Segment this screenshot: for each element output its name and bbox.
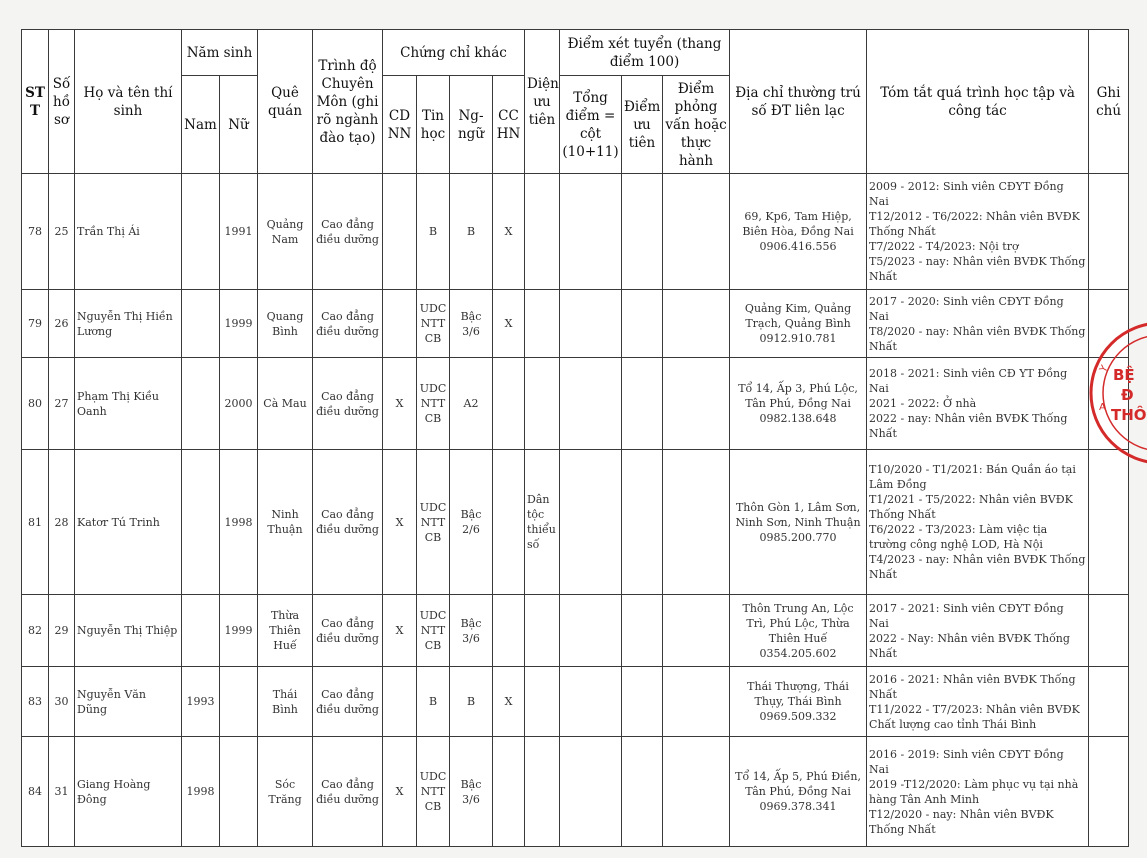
cell-tin-hoc: UDC NTT CB bbox=[417, 358, 450, 450]
cell-nam bbox=[182, 174, 220, 290]
cell-name: Nguyễn Thị Thiệp bbox=[75, 595, 182, 667]
cell-ngoai-ngu: A2 bbox=[450, 358, 493, 450]
cell-nam: 1998 bbox=[182, 737, 220, 847]
cell-name: Nguyễn Văn Dũng bbox=[75, 667, 182, 737]
cell-tong-diem bbox=[560, 358, 622, 450]
cell-ghi-chu bbox=[1089, 450, 1129, 595]
cell-nam bbox=[182, 450, 220, 595]
cell-cdnn bbox=[383, 667, 417, 737]
cell-dien-uu-tien: Dân tộc thiểu số bbox=[525, 450, 560, 595]
cell-trinh-do: Cao đẳng điều dưỡng bbox=[313, 595, 383, 667]
header-diem-xet-tuyen: Điểm xét tuyển (thang điểm 100) bbox=[560, 30, 730, 76]
cell-diem-phong-van bbox=[663, 358, 730, 450]
cell-cchn: X bbox=[493, 290, 525, 358]
cell-stt: 79 bbox=[22, 290, 49, 358]
cell-diem-phong-van bbox=[663, 595, 730, 667]
cell-trinh-do: Cao đẳng điều dưỡng bbox=[313, 667, 383, 737]
cell-cchn: X bbox=[493, 174, 525, 290]
cell-nu: 1998 bbox=[220, 450, 258, 595]
cell-diem-uu-tien bbox=[622, 290, 663, 358]
header-diem-uu-tien: Điểm ưu tiên bbox=[622, 76, 663, 174]
cell-name: Trần Thị Ái bbox=[75, 174, 182, 290]
table-row bbox=[22, 290, 1129, 358]
header-que-quan: Quê quán bbox=[258, 30, 313, 174]
cell-diem-phong-van bbox=[663, 450, 730, 595]
cell-ghi-chu bbox=[1089, 595, 1129, 667]
cell-so-ho-so: 30 bbox=[49, 667, 75, 737]
header-nu: Nữ bbox=[220, 76, 258, 174]
cell-trinh-do: Cao đẳng điều dưỡng bbox=[313, 450, 383, 595]
cell-so-ho-so: 27 bbox=[49, 358, 75, 450]
cell-que-quan: Thừa Thiên Huế bbox=[258, 595, 313, 667]
cell-tong-diem bbox=[560, 290, 622, 358]
cell-dien-uu-tien bbox=[525, 290, 560, 358]
cell-dia-chi: Thái Thượng, Thái Thụy, Thái Bình 0969.509.332 bbox=[730, 667, 867, 737]
svg-text:THÔ: THÔ bbox=[1111, 406, 1147, 424]
header-stt: ST T bbox=[22, 30, 49, 174]
header-diem-phong-van: Điểm phỏng vấn hoặc thực hành bbox=[663, 76, 730, 174]
cell-ngoai-ngu: B bbox=[450, 667, 493, 737]
cell-trinh-do: Cao đẳng điều dưỡng bbox=[313, 174, 383, 290]
cell-tin-hoc: UDC NTT CB bbox=[417, 595, 450, 667]
cell-so-ho-so: 29 bbox=[49, 595, 75, 667]
table-row bbox=[22, 667, 1129, 737]
cell-nam bbox=[182, 290, 220, 358]
cell-cchn bbox=[493, 450, 525, 595]
cell-dia-chi: Thôn Gòn 1, Lâm Sơn, Ninh Sơn, Ninh Thuận 0985.200.770 bbox=[730, 450, 867, 595]
cell-ghi-chu bbox=[1089, 174, 1129, 290]
cell-trinh-do: Cao đẳng điều dưỡng bbox=[313, 358, 383, 450]
header-so-ho-so: Số hồ sơ bbox=[49, 30, 75, 174]
cell-que-quan: Quang Bình bbox=[258, 290, 313, 358]
header-cchn: CC HN bbox=[493, 76, 525, 174]
cell-que-quan: Ninh Thuận bbox=[258, 450, 313, 595]
cell-tom-tat: 2017 - 2020: Sinh viên CĐYT Đồng Nai T8/2020 - nay: Nhân viên BVĐK Thống Nhất bbox=[867, 290, 1089, 358]
cell-stt: 80 bbox=[22, 358, 49, 450]
cell-nu: 1999 bbox=[220, 595, 258, 667]
table-row bbox=[22, 174, 1129, 290]
cell-diem-uu-tien bbox=[622, 737, 663, 847]
header-tin-hoc: Tin học bbox=[417, 76, 450, 174]
cell-dien-uu-tien bbox=[525, 667, 560, 737]
cell-diem-phong-van bbox=[663, 737, 730, 847]
header-tong-diem: Tổng điểm = cột (10+11) bbox=[560, 76, 622, 174]
cell-dia-chi: Quảng Kim, Quảng Trạch, Quảng Bình 0912.910.781 bbox=[730, 290, 867, 358]
cell-ngoai-ngu: Bậc 3/6 bbox=[450, 290, 493, 358]
header-ho-ten: Họ và tên thí sinh bbox=[75, 30, 182, 174]
hospital-seal-stamp bbox=[1085, 318, 1147, 468]
header-chung-chi-khac: Chứng chỉ khác bbox=[383, 30, 525, 76]
cell-cdnn: X bbox=[383, 358, 417, 450]
cell-nu bbox=[220, 667, 258, 737]
cell-trinh-do: Cao đẳng điều dưỡng bbox=[313, 290, 383, 358]
cell-cdnn: X bbox=[383, 595, 417, 667]
cell-que-quan: Quảng Nam bbox=[258, 174, 313, 290]
svg-text:A: A bbox=[1099, 402, 1106, 413]
cell-ghi-chu bbox=[1089, 667, 1129, 737]
cell-so-ho-so: 31 bbox=[49, 737, 75, 847]
header-dia-chi: Địa chỉ thường trú số ĐT liên lạc bbox=[730, 30, 867, 174]
cell-dien-uu-tien bbox=[525, 737, 560, 847]
table-row bbox=[22, 737, 1129, 847]
svg-text:Y: Y bbox=[1098, 363, 1111, 375]
cell-dien-uu-tien bbox=[525, 595, 560, 667]
cell-tin-hoc: B bbox=[417, 174, 450, 290]
cell-tom-tat: 2016 - 2019: Sinh viên CĐYT Đồng Nai 2019 -T12/2020: Làm phục vụ tại nhà hàng Tân Anh Minh T12/2020 - nay: Nhân viên BVĐK Thống Nhất bbox=[867, 737, 1089, 847]
cell-tom-tat: 2017 - 2021: Sinh viên CĐYT Đồng Nai 2022 - Nay: Nhân viên BVĐK Thống Nhất bbox=[867, 595, 1089, 667]
cell-diem-phong-van bbox=[663, 174, 730, 290]
cell-ngoai-ngu: Bậc 3/6 bbox=[450, 595, 493, 667]
cell-que-quan: Sóc Trăng bbox=[258, 737, 313, 847]
cell-diem-phong-van bbox=[663, 290, 730, 358]
cell-cdnn bbox=[383, 174, 417, 290]
cell-ngoai-ngu: Bậc 2/6 bbox=[450, 450, 493, 595]
table-row bbox=[22, 450, 1129, 595]
cell-tin-hoc: UDC NTT CB bbox=[417, 290, 450, 358]
cell-cdnn: X bbox=[383, 450, 417, 595]
cell-so-ho-so: 25 bbox=[49, 174, 75, 290]
cell-so-ho-so: 26 bbox=[49, 290, 75, 358]
cell-tong-diem bbox=[560, 595, 622, 667]
header-ngoai-ngu: Ng- ngữ bbox=[450, 76, 493, 174]
cell-cchn: X bbox=[493, 667, 525, 737]
cell-so-ho-so: 28 bbox=[49, 450, 75, 595]
cell-name: Katơr Tú Trinh bbox=[75, 450, 182, 595]
cell-ghi-chu bbox=[1089, 737, 1129, 847]
cell-diem-uu-tien bbox=[622, 667, 663, 737]
cell-que-quan: Cà Mau bbox=[258, 358, 313, 450]
cell-diem-uu-tien bbox=[622, 358, 663, 450]
cell-stt: 78 bbox=[22, 174, 49, 290]
cell-nu bbox=[220, 737, 258, 847]
cell-name: Phạm Thị Kiều Oanh bbox=[75, 358, 182, 450]
cell-tong-diem bbox=[560, 174, 622, 290]
header-dien-uu-tien: Diện ưu tiên bbox=[525, 30, 560, 174]
table-row bbox=[22, 595, 1129, 667]
cell-tom-tat: T10/2020 - T1/2021: Bán Quần áo tại Lâm Đồng T1/2021 - T5/2022: Nhân viên BVĐK Thống Nhất T6/2022 - T3/2023: Làm việc tịa trường công nghệ LOD, Hà Nội T4/2023 - nay: Nhân viên BVĐK Thống Nhất bbox=[867, 450, 1089, 595]
cell-cdnn bbox=[383, 290, 417, 358]
cell-stt: 82 bbox=[22, 595, 49, 667]
cell-trinh-do: Cao đẳng điều dưỡng bbox=[313, 737, 383, 847]
cell-tom-tat: 2018 - 2021: Sinh viên CĐ YT Đồng Nai 2021 - 2022: Ở nhà 2022 - nay: Nhân viên BVĐK Thống Nhất bbox=[867, 358, 1089, 450]
cell-diem-uu-tien bbox=[622, 595, 663, 667]
cell-nu: 2000 bbox=[220, 358, 258, 450]
cell-nam bbox=[182, 358, 220, 450]
cell-diem-phong-van bbox=[663, 667, 730, 737]
cell-stt: 81 bbox=[22, 450, 49, 595]
cell-name: Nguyễn Thị Hiền Lương bbox=[75, 290, 182, 358]
cell-nu: 1999 bbox=[220, 290, 258, 358]
cell-ngoai-ngu: Bậc 3/6 bbox=[450, 737, 493, 847]
cell-tong-diem bbox=[560, 667, 622, 737]
cell-stt: 84 bbox=[22, 737, 49, 847]
cell-dia-chi: Tổ 14, Ấp 3, Phú Lộc, Tân Phú, Đồng Nai 0982.138.648 bbox=[730, 358, 867, 450]
header-tom-tat: Tóm tắt quá trình học tập và công tác bbox=[867, 30, 1089, 174]
cell-cdnn: X bbox=[383, 737, 417, 847]
cell-tom-tat: 2016 - 2021: Nhân viên BVĐK Thống Nhất T11/2022 - T7/2023: Nhân viên BVĐK Chất lượng cao tỉnh Thái Bình bbox=[867, 667, 1089, 737]
header-nam-sinh: Năm sinh bbox=[182, 30, 258, 76]
cell-dia-chi: Tổ 14, Ấp 5, Phú Điền, Tân Phú, Đồng Nai 0969.378.341 bbox=[730, 737, 867, 847]
cell-nu: 1991 bbox=[220, 174, 258, 290]
cell-stt: 83 bbox=[22, 667, 49, 737]
cell-name: Giang Hoàng Đông bbox=[75, 737, 182, 847]
cell-diem-uu-tien bbox=[622, 450, 663, 595]
header-cdnn: CD NN bbox=[383, 76, 417, 174]
cell-nam: 1993 bbox=[182, 667, 220, 737]
cell-tom-tat: 2009 - 2012: Sinh viên CĐYT Đồng Nai T12/2012 - T6/2022: Nhân viên BVĐK Thống Nhất T7/2022 - T4/2023: Nội trợ T5/2023 - nay: Nhân viên BVĐK Thống Nhất bbox=[867, 174, 1089, 290]
cell-nam bbox=[182, 595, 220, 667]
cell-tin-hoc: B bbox=[417, 667, 450, 737]
cell-que-quan: Thái Bình bbox=[258, 667, 313, 737]
svg-text:BỆ: BỆ bbox=[1113, 366, 1135, 384]
cell-tin-hoc: UDC NTT CB bbox=[417, 450, 450, 595]
cell-tong-diem bbox=[560, 737, 622, 847]
cell-cchn bbox=[493, 358, 525, 450]
cell-dia-chi: Thôn Trung An, Lộc Trì, Phú Lộc, Thừa Thiên Huế 0354.205.602 bbox=[730, 595, 867, 667]
cell-dien-uu-tien bbox=[525, 358, 560, 450]
cell-tin-hoc: UDC NTT CB bbox=[417, 737, 450, 847]
candidate-table bbox=[21, 29, 1129, 847]
svg-text:Đ: Đ bbox=[1121, 386, 1134, 404]
header-nam: Nam bbox=[182, 76, 220, 174]
cell-cchn bbox=[493, 737, 525, 847]
cell-ngoai-ngu: B bbox=[450, 174, 493, 290]
cell-tong-diem bbox=[560, 450, 622, 595]
cell-diem-uu-tien bbox=[622, 174, 663, 290]
header-trinh-do: Trình độ Chuyên Môn (ghi rõ ngành đào tạo) bbox=[313, 30, 383, 174]
table-row bbox=[22, 358, 1129, 450]
cell-dia-chi: 69, Kp6, Tam Hiệp, Biên Hòa, Đồng Nai 0906.416.556 bbox=[730, 174, 867, 290]
header-ghi-chu: Ghi chú bbox=[1089, 30, 1129, 174]
cell-cchn bbox=[493, 595, 525, 667]
cell-dien-uu-tien bbox=[525, 174, 560, 290]
